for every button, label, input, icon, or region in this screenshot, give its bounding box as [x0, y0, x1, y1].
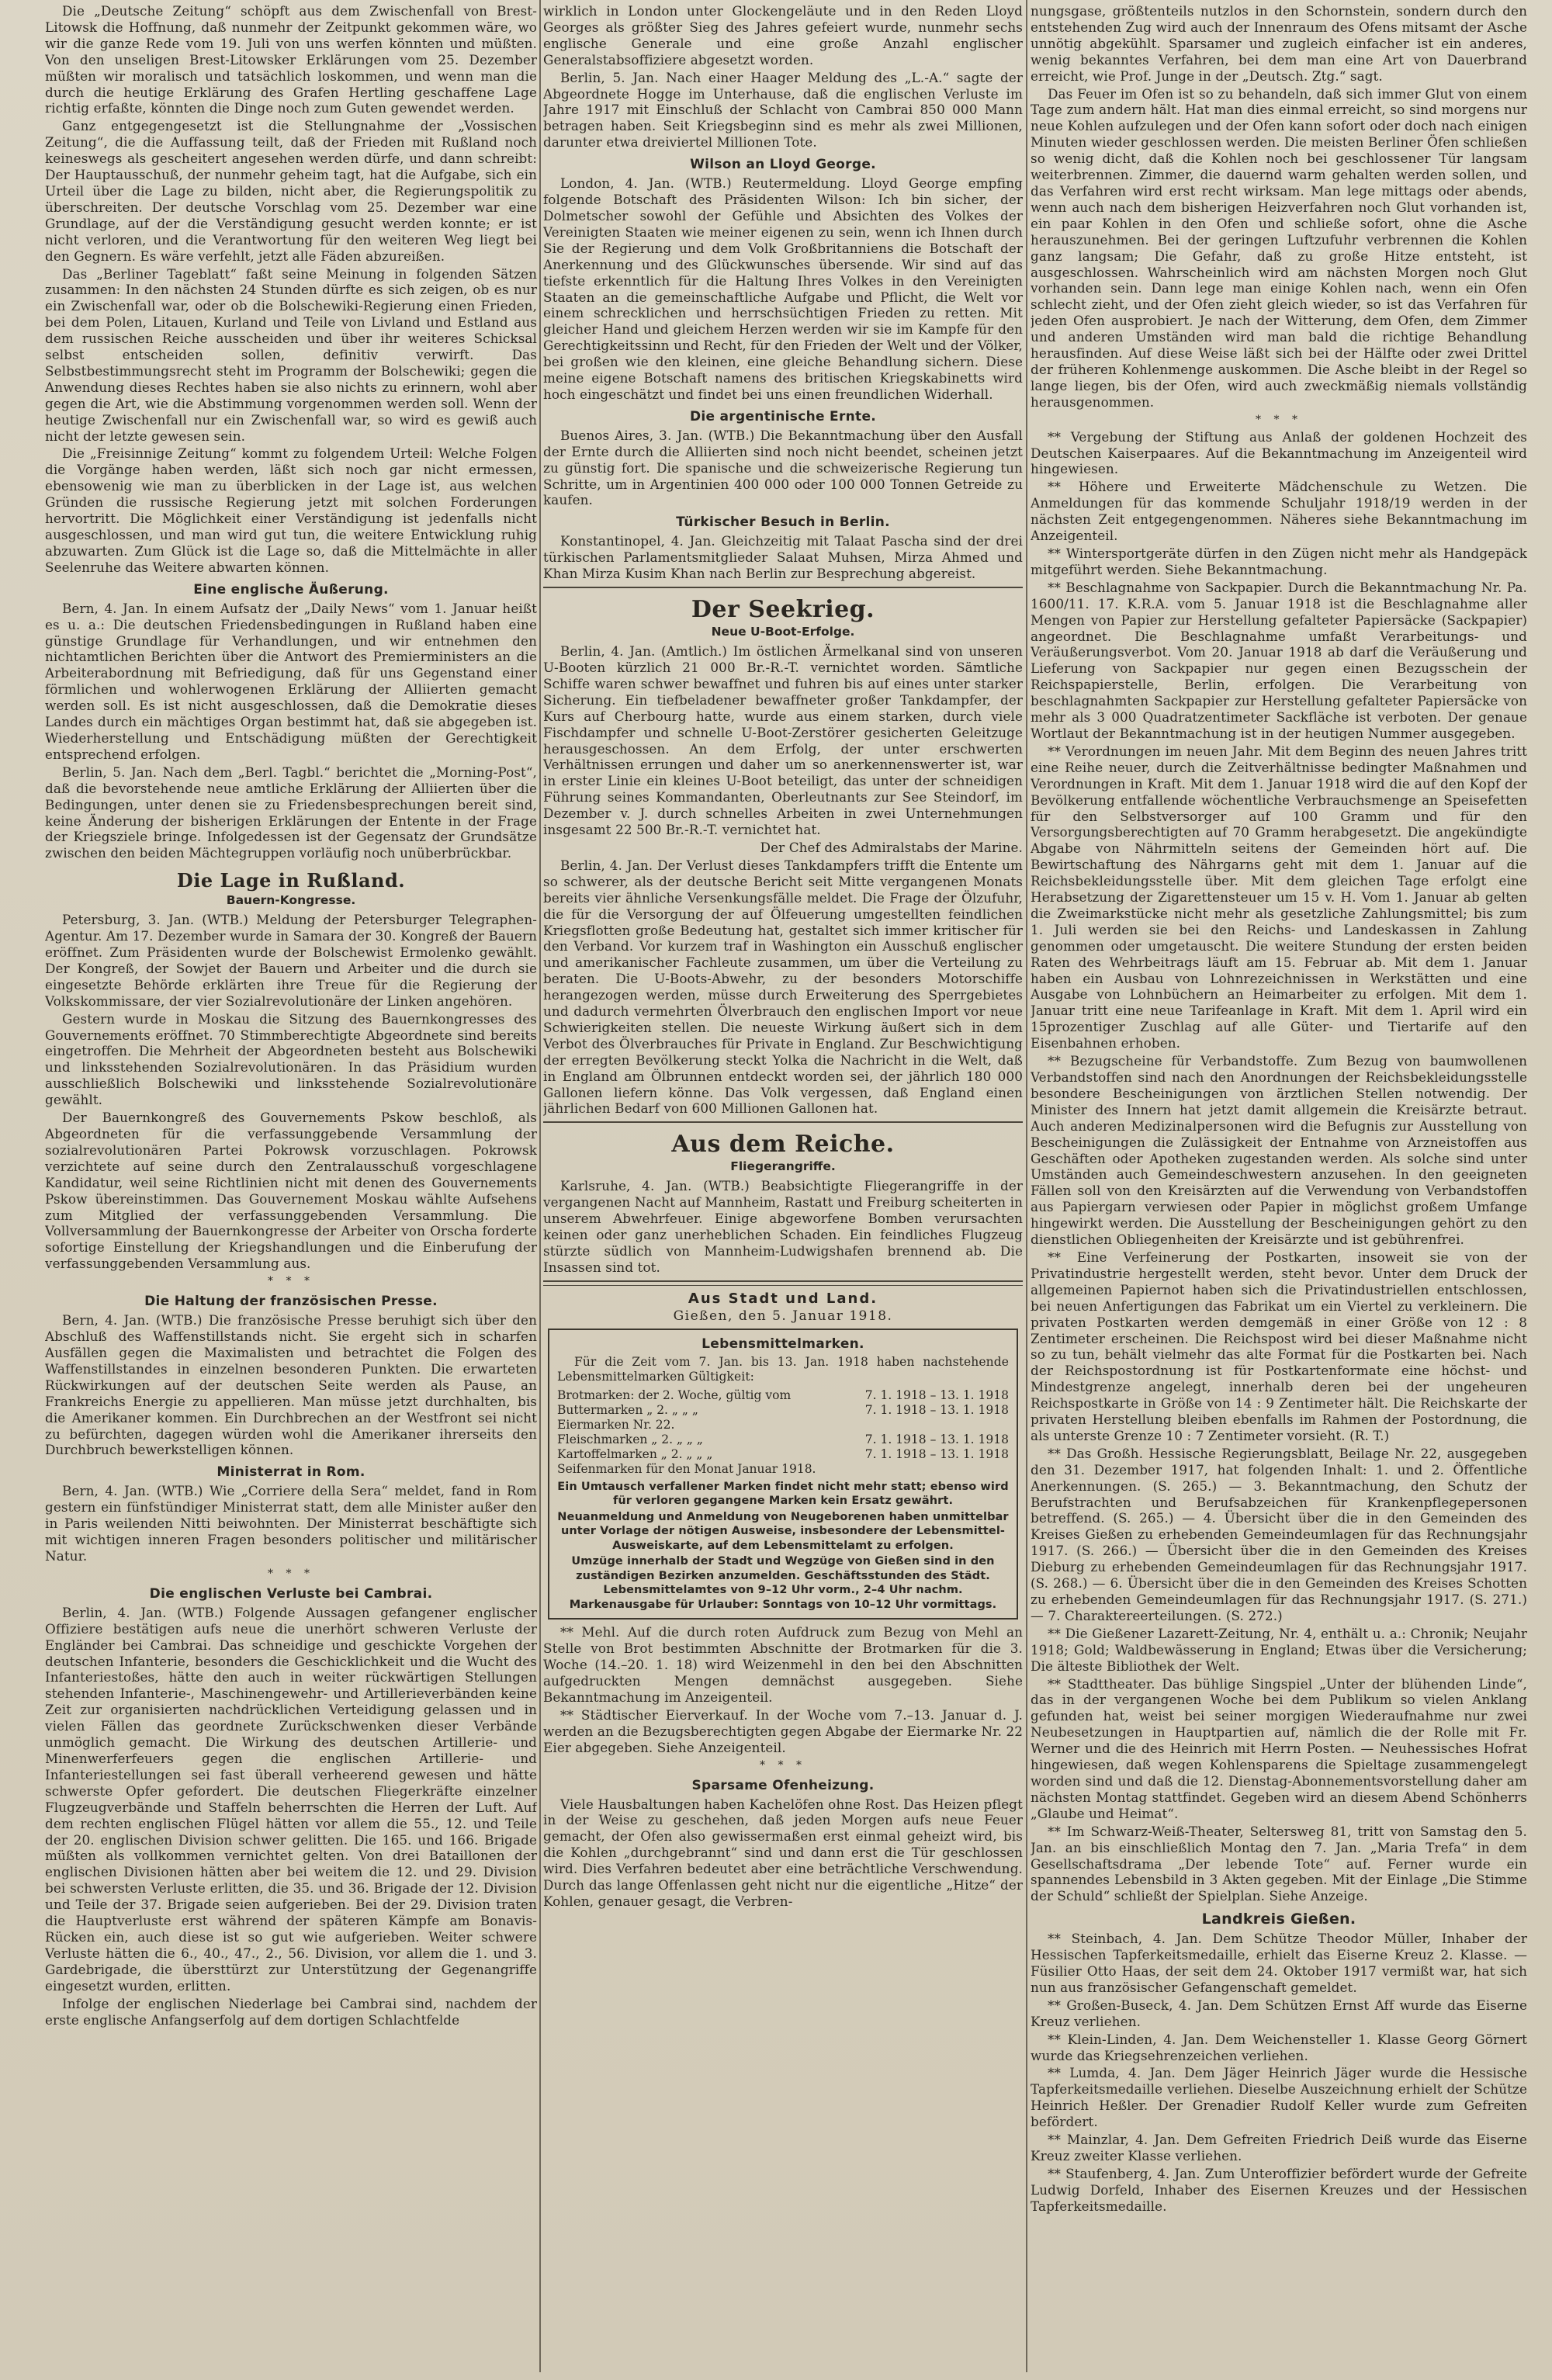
- notice-text: Neuanmeldung und Anmeldung von Neugeborenen haben unmittelbar unter Vorlage der nötigen Ausweise, insbesondere der Lebensmittel-Ausweiskarte, auf dem Lebensmittelamt zu erfolgen.: [557, 1510, 1009, 1552]
- paragraph: ** Lumda, 4. Jan. Dem Jäger Heinrich Jäger wurde die Hessische Tapferkeitsmedaille verliehen. Dieselbe Auszeichnung erhielt der Schütze Heinrich Heßler. Der Grenadier Rudolf Keller wurde zum Gefreiten befördert.: [1031, 2065, 1527, 2130]
- paragraph: Bern, 4. Jan. (WTB.) Wie „Corriere della Sera“ meldet, fand in Rom gestern ein fünfstündiger Ministerrat statt, dem alle Minister außer den in Paris weilenden Nitti beiwohnten. Der Ministerrat beschäftigte sich mit wichtigen inneren Fragen besonders politischer und militärischer Natur.: [45, 1483, 537, 1564]
- paragraph: Konstantinopel, 4. Jan. Gleichzeitig mit Talaat Pascha sind der drei türkischen Parlamentsmitglieder Salaat Muhsen, Mirza Ahmed und Khan Mirza Kusim Khan nach Berlin zur Besprechung abgereist.: [543, 533, 1023, 582]
- paragraph: Das Feuer im Ofen ist so zu behandeln, daß sich immer Glut von einem Tage zum andern hält. Hat man dies einmal erreicht, so sind morgens nur neue Kohlen aufzulegen und der Ofen kann sofort oder doch nach einigen Minuten wieder geschlossen werden. Die meisten Berliner Öfen schließen so wenig dicht, daß die Kohlen noch bei geschlossener Tür langsam weiterbrennen. Zimmer, die dauernd warm gehalten werden sollen, und das Verfahren wird erst recht wirksam. Man lege mittags oder abends, wenn auch nach dem bisherigen Heizverfahren noch Glut vorhanden ist, ein paar Kohlen in den Ofen und schließe sofort, ohne die Asche herauszunehmen. Bei der geringen Luftzufuhr verbrennen die Kohlen ganz langsam; Die Gefahr, daß zu große Hitze entsteht, ist ausgeschlossen. Wahrscheinlich wird am nächsten Morgen noch Glut vorhanden sein. Dann lege man einige Kohlen nach, wenn ein Ofen schlecht zieht, und der Ofen zieht gleich wieder, so ist das Verfahren für jeden Ofen ausprobiert. Je nach der Witterung, dem Ofen, dem Zimmer und anderen Umständen wird man bald die richtige Behandlung herausfinden. Auf diese Weise läßt sich bei der Hälfte oder zwei Drittel der früheren Kohlenmenge auskommen. Die Asche bleibt in der Regel so lange liegen, bis der Ofen, wird auch zweckmäßig niemals vollständig herausgenommen.: [1031, 85, 1527, 410]
- paragraph: Karlsruhe, 4. Jan. (WTB.) Beabsichtigte Fliegerangriffe in der vergangenen Nacht auf Mannheim, Rastatt und Freiburg scheiterten in unserem Abwehrfeuer. Einige abgeworfene Bomben verursachten keinen oder ganz unerheblichen Schaden. Ein feindliches Flugzeug stürzte südlich von Mannheim-Ludwigshafen brennend ab. Die Insassen sind tot.: [543, 1178, 1023, 1275]
- notice-title: Lebensmittelmarken.: [702, 1336, 864, 1352]
- paragraph: ** Mehl. Auf die durch roten Aufdruck zum Bezug von Mehl an Stelle von Brot bestimmten Abschnitte der Brotmarken für die 3. Woche (14.–20. 1. 18) wird Weizenmehl in den bei den Abschnitten aufgedruckten Mengen demnächst ausgegeben. Siehe Bekanntmachung im Anzeigenteil.: [543, 1624, 1023, 1705]
- table-row: [557, 1433, 1009, 1447]
- paragraph: Petersburg, 3. Jan. (WTB.) Meldung der Petersburger Telegraphen-Agentur. Am 17. Dezember wurde in Samara der 30. Kongreß der Bauern eröffnet. Zum Präsidenten wurde der Bolschewist Ermolenko gewählt. Der Kongreß, der Sowjet der Bauern und Arbeiter und die durch sie eingesetzte Behörde erklärten ihre Treue für die Regierung der Volkskommissare, der vier Sozialrevolutionäre der Linken angehören.: [45, 912, 537, 1009]
- row-label: Brotmarken: der 2. Woche, gültig vom: [557, 1387, 792, 1402]
- article-heading: Eine englische Äußerung.: [193, 581, 389, 598]
- paragraph: ** Mainzlar, 4. Jan. Dem Gefreiten Friedrich Deiß wurde das Eiserne Kreuz zweiter Klasse verliehen.: [1031, 2132, 1527, 2163]
- column-rule: [1026, 0, 1027, 2372]
- paragraph: ** Großen-Buseck, 4. Jan. Dem Schützen Ernst Aff wurde das Eiserne Kreuz verliehen.: [1031, 1997, 1527, 2029]
- separator-stars: * * *: [268, 1275, 314, 1288]
- row-dates: 7. 1. 1918 – 13. 1. 1918: [864, 1446, 1009, 1461]
- row-label: Eiermarken Nr. 22.: [557, 1417, 675, 1432]
- article-heading: Die englischen Verluste bei Cambrai.: [149, 1585, 433, 1602]
- paragraph: ** Bezugscheine für Verbandstoffe. Zum Bezug von baumwollenen Verbandstoffen sind nach den Anordnungen der Reichsbekleidungsstelle besondere Bescheinigungen von ärztlichen Stellen notwendig. Der Minister des Innern hat jetzt damit allgemein die Kreisärzte betraut. Auch anderen Medizinalpersonen wird die Befugnis zur Ausstellung von Bescheinigungen die Zulässigkeit der Entnahme von Arzneistoffen aus Geschäften oder Apotheken zugestanden werden. Als solche sind unter Umständen auch Gemeindeschwestern anzusehen. In den geeigneten Fällen soll von den Kreisärzten auf die Verwendung von Verbandstoffen aus Papiergarn verwiesen oder Papier in möglichst großem Umfange hingewirkt werden. Die Ausstellung der Bescheinigungen gehört zu den dienstlichen Obliegenheiten der Kreisärzte und ist gebührenfrei.: [1031, 1053, 1527, 1248]
- paragraph: Berlin, 5. Jan. Nach einer Haager Meldung des „L.-A.“ sagte der Abgeordnete Hogge im Unterhause, daß die englischen Verluste im Jahre 1917 mit Einschluß der Schlacht von Cambrai 850 000 Mann betragen haben. Seit Kriegsbeginn sind es mehr als zwei Millionen, darunter etwa dreiviertel Millionen Tote.: [543, 69, 1023, 151]
- separator-stars: * * *: [760, 1758, 806, 1772]
- paragraph: Berlin, 4. Jan. (Amtlich.) Im östlichen Ärmelkanal sind von unseren U-Booten kürzlich 21 000 Br.-R.-T. vernichtet worden. Sämtliche Schiffe waren schwer bewaffnet und fuhren bis auf eines unter starker Sicherung. Ein tiefbeladener bewaffneter großer Tankdampfer, der Kurs auf Cherbourg hatte, wurde aus einem starken, durch viele Fischdampfer und schnelle U-Boot-Zerstörer gesicherten Geleitzuge herausgeschossen. An dem Erfolg, der unter erschwerten Verhältnissen errungen und daher um so anerkennenswerter ist, war in erster Linie ein kleines U-Boot beteiligt, das unter der schneidigen Führung seines Kommandanten, Oberleutnants zur See Steindorf, im Dezember v. J. durch schnelles Arbeiten in zwei Unternehmungen insgesamt 22 500 Br.-R.-T. vernichtet hat.: [543, 643, 1023, 838]
- sub-heading: Fliegerangriffe.: [730, 1159, 836, 1174]
- article-heading: Türkischer Besuch in Berlin.: [676, 514, 890, 531]
- paragraph: Gestern wurde in Moskau die Sitzung des Bauernkongresses des Gouvernements eröffnet. 70 Stimmberechtigte Abgeordnete sind bereits eingetroffen. Die Mehrheit der Abgeordneten besteht aus Bolschewiki und linksstehenden Sozialrevolutionären. In das Präsidium wurden ausschließlich Bolschewiki und linksstehende Sozialrevolutionäre gewählt.: [45, 1010, 537, 1108]
- row-dates: [847, 1462, 1009, 1477]
- paragraph: Ganz entgegengesetzt ist die Stellungnahme der „Vossischen Zeitung“, die die Auffassung teilt, daß der Frieden mit Rußland noch keineswegs als gescheitert angesehen werden dürfe, und dann schreibt: Der Hauptausschuß, der nunmehr geheim tagt, hat die Aufgabe, sich ein Urteil über die Lage zu bilden, nicht aber, die Regierungspolitik zu überschreiten. Der deutsche Vorschlag vom 25. Dezember war eine Grundlage, auf der die Verständigung gesucht werden konnte; er ist nicht verloren, und die Verantwortung für den weiteren Weg liegt bei den Gegnern. Es wäre verfehlt, jetzt alle Fäden abzureißen.: [45, 118, 537, 264]
- section-heading: Landkreis Gießen.: [1201, 1911, 1356, 1928]
- row-dates: [847, 1418, 1009, 1433]
- paragraph: ** Beschlagnahme von Sackpapier. Durch die Bekanntmachung Nr. Pa. 1600/11. 17. K.R.A. vom 5. Januar 1918 ist die Beschlagnahme aller Mengen von Papier zur Herstellung gefalteter Papiersäcke (Sackpapier) angeordnet. Die Beschlagnahme umfaßt Verarbeitungs- und Veräußerungsverbot. Vom 20. Januar 1918 ab darf die Veräußerung und Lieferung von Sackpapier nur gegen einen Bezugsschein der Reichspapierstelle, Berlin, erfolgen. Die Verarbeitung von beschlagnahmten Sackpapier zur Herstellung gefalteter Papiersäcke von mehr als 3 000 Quadratzentimeter Sackfläche ist verboten. Der genaue Wortlaut der Bekanntmachung ist in der heutigen Nummer ausgegeben.: [1031, 579, 1527, 741]
- section-heading: Aus dem Reiche.: [671, 1131, 895, 1159]
- paragraph: ** Das Großh. Hessische Regierungsblatt, Beilage Nr. 22, ausgegeben den 31. Dezember 1917, hat folgenden Inhalt: 1. und 2. Öffentliche Anerkennungen. (S. 265.) — 3. Bekanntmachung, den Schutz der Berufstrachten und Berufsabzeichen für Krankenpflegepersonen betreffend. (S. 265.) — 4. Übersicht über die in den Gemeinden des Kreises Gießen zu erhebenden Gemeindeumlagen für das Rechnungsjahr 1917. (S. 266.) — Übersicht über die in den Gemeinden des Kreises Dieburg zu erhebenden Gemeindeumlagen für das Rechnungsjahr 1917. (S. 268.) — 6. Übersicht über die in den Gemeinden des Kreises Schotten zu erhebenden Gemeindeumlagen für das Rechnungsjahr 1917. (S. 271.) — 7. Charaktereerteilungen. (S. 272.): [1031, 1445, 1527, 1623]
- paragraph: London, 4. Jan. (WTB.) Reutermeldung. Lloyd George empfing folgende Botschaft des Präsidenten Wilson: Ich bin sicher, der Dolmetscher sowohl der Gefühle und Absichten des Volkes der Vereinigten Staaten wie meiner eigenen zu sein, wenn ich Ihnen durch Sie der Regierung und dem Volk Großbritanniens die Botschaft der Anerkennung und des Glückwunsches übersende. Wir sind auf das tiefste erkenntlich für die Haltung Ihres Volkes in den Vereinigten Staaten an die gemeinschaftliche Aufgabe und Pflicht, die Welt vor einem schrecklichen und herrschsüchtigen Frieden zu retten. Mit gleicher Hand und gleichem Herzen werden wir sie im Kampfe für den Gerechtigkeitssinn und Recht, für den Frieden der Welt und der Völker, bei großen wie den kleinen, eine gleiche Behandlung sichern. Diese meine eigene Botschaft namens des britischen Kriegskabinetts wird hoch eingeschätzt und findet bei uns einen freundlichen Widerhall.: [543, 175, 1023, 402]
- dateline: Gießen, den 5. Januar 1918.: [673, 1308, 893, 1324]
- article-heading: Sparsame Ofenheizung.: [691, 1777, 875, 1793]
- paragraph: Berlin, 4. Jan. (WTB.) Folgende Aussagen gefangener englischer Offiziere bestätigen aufs neue die unerhört schweren Verluste der Engländer bei Cambrai. Das schneidige und geschickte Vorgehen der deutschen Infanterie, besonders die Geschicklichkeit und die Wucht des Infanteriestoßes, hätte den auch in weiter rückwärtigen Stellungen stehenden Infanterie-, Maschinengewehr- und Artillerieverbänden keine Zeit zur organisierten nachdrücklichen Verteidigung gelassen und in vielen Fällen das geordnete Zurückschwenken dieser Verbände unmöglich gemacht. Die Wirkung des deutschen Artillerie- und Minenwerferfeuers gegen die englischen Artillerie- und Infanteriestellungen sei fast überall verheerend gewesen und hätte schwerste Opfer gefordert. Die deutschen Fliegerkräfte einzelner Flugzeugverbände und Staffeln beherrschten die Herren der Luft. Auf dem rechten englischen Flügel hätten vor allem die 55., 12. und Teile der 20. englischen Division schwer gelitten. Die 165. und 166. Brigade müßten als vollkommen vernichtet gelten. Von drei Bataillonen der englischen Divisionen hätten aber bei weitem die 12. und 29. Division bei schwersten Verluste erlitten, die 35. und 36. Brigade der 12. Division und Teile der 37. Brigade seien aufgerieben. Bei der 29. Division traten die Hauptverluste erst während der späteren Kämpfe am Bonavis-Rücken ein, auch diese ist so gut wie aufgerieben. Weiter schwere Verluste hätten die 6., 40., 47., 2., 56. Division, vor allem die 1. und 3. Gardebrigade, die übersttürzt zur Unterstützung der Gegenangriffe eingesetzt wurden, erlitten.: [45, 1604, 537, 1994]
- table-row: [557, 1462, 1009, 1477]
- row-dates: 7. 1. 1918 – 13. 1. 1918: [864, 1402, 1009, 1417]
- separator-stars: * * *: [1256, 413, 1302, 426]
- ration-table: [557, 1388, 1009, 1477]
- section-title: Aus Stadt und Land.: [688, 1290, 878, 1307]
- row-label: Kartoffelmarken „ 2. „ „ „: [557, 1446, 713, 1461]
- row-label: Buttermarken „ 2. „ „ „: [557, 1402, 698, 1417]
- sub-heading: Bauern-Kongresse.: [226, 893, 356, 908]
- notice-text: Umzüge innerhalb der Stadt und Wegzüge von Gießen sind in den zuständigen Bezirken anzumelden. Geschäftsstunden des Städt. Lebensmittelamtes von 9–12 Uhr vorm., 2–4 Uhr nachm. Markenausgabe für Urlauber: Sonntags von 10–12 Uhr vormittags.: [569, 1555, 997, 1611]
- paragraph: ** Verordnungen im neuen Jahr. Mit dem Beginn des neuen Jahres tritt eine Reihe neuer, durch die Zeitverhältnisse bedingter Maßnahmen und Verordnungen in Kraft. Mit dem 1. Januar 1918 wird die auf den Kopf der Bevölkerung entfallende wöchentliche Verbrauchsmenge an Speisefetten für den Selbstversorger auf 100 Gramm und für den Versorgungsberechtigten auf 70 Gramm herabgesetzt. Die angekündigte Abgabe von Nährmitteln seitens der Gemeinden hört auf. Die Bewirtschaftung des Nährgarns geht mit dem 1. Januar auf die Reichsbekleidungsstelle über. Mit dem gleichen Tage erfolgt eine Herabsetzung der Zigarettensteuer um 15 v. H. Vom 1. Januar ab gelten die Zweimarkstücke nicht mehr als gesetzliche Zahlungsmittel; bis zum 1. Juli werden sie bei den Reichs- und Landeskassen in Zahlung genommen oder umgetauscht. Die weitere Stundung der ersten beiden Raten des Wehrbeitrags läuft am 15. Februar ab. Mit dem 1. Januar haben ein Ausbau von Lohnrezeichnissen in Werkstätten und eine Ausgabe von Lohnbüchern an Heimarbeiter zu erfolgen. Mit dem 1. Januar tritt eine neue Tarifeanlage in Kraft. Mit dem 1. April wird ein 15prozentiger Zuschlag auf alle Güter- und Tiertarife auf den Eisenbahnen erhoben.: [1031, 743, 1527, 1051]
- table-row: [557, 1418, 1009, 1433]
- paragraph: Bern, 4. Jan. (WTB.) Die französische Presse beruhigt sich über den Abschluß des Waffenstillstands nicht. Sie ergeht sich in scharfen Ausfällen gegen die Maximalisten und betrachtet die Folgen des Waffenstillstandes in einzelnen besonderen Punkten. Die erwarteten Rückwirkungen auf der deutschen Seite werden als Pause, an Frankreichs Energie zu appellieren. Man müsse jetzt durchhalten, bis die Amerikaner kommen. Ein Durchbrechen an der Westfront sei nicht zu befürchten, dagegen würden wohl die Amerikaner ihrerseits den Durchbruch bewerkstelligen können.: [45, 1312, 537, 1458]
- signature-line: Der Chef des Admiralstabs der Marine.: [760, 839, 1023, 855]
- article-heading: Wilson an Lloyd George.: [690, 157, 876, 173]
- divider: [543, 1121, 1023, 1123]
- paragraph: Buenos Aires, 3. Jan. (WTB.) Die Bekanntmachung über den Ausfall der Ernte durch die Alliierten sind noch nicht beendet, scheinen jetzt zu günstig fort. Die spanische und die schweizerische Regierung tun Schritte, um in Argentinien 400 000 oder 100 000 Tonnen Getreide zu kaufen.: [543, 427, 1023, 508]
- divider: [543, 587, 1023, 588]
- paragraph: Berlin, 4. Jan. Der Verlust dieses Tankdampfers trifft die Entente um so schwerer, als der deutsche Bericht seit Mitte vergangenen Monats bereits vier ähnliche Versenkungsfälle meldet. Die Frage der Ölzufuhr, die für die Versorgung der auf Ölfeuerung umgestellten feindlichen Kriegsflotten große Bedeutung hat, gestaltet sich immer kritischer für den Verband. Vor kurzem traf in Washington ein Ausschuß englischer und amerikanischer Fachleute zusammen, um über die Verteilung zu beraten. Die U-Boots-Abwehr, zu der besonders Motorschiffe herangezogen werden, müsse durch Erweiterung des Sperrgebietes und dadurch vermehrten Ölverbrauch den englischen Import vor neue Schwierigkeiten stellen. Die neueste Wirkung äußert sich in dem Verbot des Ölverbrauches für Private in England. Zur Beschwichtigung der erregten Bevölkerung steckt Yolka die Nachricht in die Welt, daß in England am Ölbrunnen entdeckt worden sei, der jährlich 180 000 Gallonen liefern könne. Das Volk vergessen, daß England einen jährlichen Bedarf von 600 Millionen Gallonen hat.: [543, 857, 1023, 1117]
- article-heading: Die Haltung der französischen Presse.: [144, 1294, 438, 1310]
- paragraph: ** Höhere und Erweiterte Mädchenschule zu Wetzen. Die Anmeldungen für das kommende Schuljahr 1918/19 werden in der nächsten Zeit entgegengenommen. Näheres siehe Bekanntmachung im Anzeigenteil.: [1031, 479, 1527, 544]
- paragraph: ** Klein-Linden, 4. Jan. Dem Weichensteller 1. Klasse Georg Görnert wurde das Kriegsehrenzeichen verliehen.: [1031, 2031, 1527, 2063]
- paragraph: ** Wintersportgeräte dürfen in den Zügen nicht mehr als Handgepäck mitgeführt werden. Siehe Bekanntmachung.: [1031, 546, 1527, 577]
- column-1: [45, 3, 537, 2371]
- notice-box: [548, 1329, 1018, 1620]
- paragraph: ** Eine Verfeinerung der Postkarten, insoweit sie von der Privatindustrie hergestellt werden, steht bevor. Unter dem Druck der allgemeinen Papiernot haben sich die Privatindustriellen entschlossen, bei neuen Anfertigungen das Fabrikat um ein Viertel zu verkleinern. Die privaten Postkarten werden demgemäß in einer Größe von 12 : 8 Zentimeter erscheinen. Die Reichspost wird bei dieser Maßnahme nicht so zu tun, behält vielmehr das alte Format für die Postkarten bei. Nach der Reichspostordnung ist für Postkartenformate eine höchst- und Mindestgrenze angelegt, innerhalb deren bei der ungeheuren Reichspostkarte in Größe von 14 : 9 Zentimeter hält. Die Reichskarte der privaten Herstellung bleiben ebenfalls im Rahmen der Postordnung, die als unterste Grenze 10 : 7 Zentimeter vorsieht. (R. T.): [1031, 1249, 1527, 1443]
- paragraph: Das „Berliner Tageblatt“ faßt seine Meinung in folgenden Sätzen zusammen: In den nächsten 24 Stunden dürfte es sich zeigen, ob es nur ein Zwischenfall war, oder ob die Bolschewiki-Regierung einen Frieden, bei dem Polen, Litauen, Kurland und Teile von Livland und Estland aus dem russischen Reiche ausscheiden und über ihr weiteres Schicksal selbst entscheiden sollen, definitiv verwirft. Das Selbstbestimmungsrecht steht im Programm der Bolschewiki; gegen die Anwendung dieses Rechtes haben sie also nichts zu erinnern, wohl aber gegen die Art, wie die Abstimmung vorgenommen werden soll. Wenn der heutige Zwischenfall nur ein Zwischenfall war, so wird es gewiß auch nicht der letzte gewesen sein.: [45, 265, 537, 444]
- paragraph: ** Vergebung der Stiftung aus Anlaß der goldenen Hochzeit des Deutschen Kaiserpaares. Auf die Bekanntmachung im Anzeigenteil wird hingewiesen.: [1031, 428, 1527, 477]
- table-row: [557, 1388, 1009, 1403]
- paragraph: Viele Hausbaltungen haben Kachelöfen ohne Rost. Das Heizen pflegt in der Weise zu geschehen, daß jeden Morgen aufs neue Feuer gemacht, der Ofen also gewissermaßen erst einmal geheizt wird, bis die Kohlen „durchgebrannt“ sind und dann erst die Tür geschlossen wird. Dies Verfahren bedeutet aber eine beträchtliche Verschwendung. Durch das lange Offenlassen geht nicht nur die eigentliche „Hitze“ der Kohlen, genauer gesagt, die Verbren-: [543, 1796, 1023, 1909]
- row-label: Fleischmarken „ 2. „ „ „: [557, 1432, 703, 1446]
- column-2: [543, 3, 1023, 2371]
- section-heading: Der Seekrieg.: [691, 596, 875, 624]
- article-heading: Die argentinische Ernte.: [689, 408, 877, 424]
- separator-stars: * * *: [268, 1567, 314, 1580]
- notice-text: Ein Umtausch verfallener Marken findet nicht mehr statt; ebenso wird für verloren gegangene Marken kein Ersatz gewährt.: [557, 1480, 1009, 1508]
- sub-heading: Neue U-Boot-Erfolge.: [711, 625, 855, 639]
- table-row: [557, 1403, 1009, 1418]
- paragraph: Infolge der englischen Niederlage bei Cambrai sind, nachdem der erste englische Anfangserfolg auf dem dortigen Schlachtfelde: [45, 1995, 537, 2028]
- paragraph: ** Steinbach, 4. Jan. Dem Schütze Theodor Müller, Inhaber der Hessischen Tapferkeitsmedaille, erhielt das Eiserne Kreuz 2. Klasse. — Füsilier Otto Haas, der seit dem 24. Oktober 1917 vermißt war, hat sich nun aus französischer Gefangenschaft gemeldet.: [1031, 1931, 1527, 1995]
- paragraph: ** Im Schwarz-Weiß-Theater, Seltersweg 81, tritt von Samstag den 5. Jan. an bis einschließlich Montag den 7. Jan. „Maria Trefa“ in dem Gesellschaftsdrama „Der lebende Tote“ auf. Ferner wurde ein spannendes Lebensbild in 3 Akten gegeben. Mit der Einlage „Die Stimme der Schuld“ schließt der Spielplan. Siehe Anzeige.: [1031, 1823, 1527, 1904]
- section-heading: Die Lage in Rußland.: [176, 869, 406, 892]
- paragraph: Berlin, 5. Jan. Nach dem „Berl. Tagbl.“ berichtet die „Morning-Post“, daß die bevorstehende neue amtliche Erklärung der Alliierten über die Bedingungen, unter denen sie zu Friedensbesprechungen bereit sind, keine Änderung der bisherigen Erklärungen der Entente in der Frage der Kriegsziele bringe. Infolgedessen ist der Gegensatz der Grundsätze zwischen den beiden Mächtegruppen vorläufig noch unüberbrückbar.: [45, 764, 537, 861]
- notice-intro: Für die Zeit vom 7. Jan. bis 13. Jan. 1918 haben nachstehende Lebensmittelmarken Gültigkeit:: [557, 1354, 1009, 1384]
- paragraph: Bern, 4. Jan. In einem Aufsatz der „Daily News“ vom 1. Januar heißt es u. a.: Die deutschen Friedensbedingungen in Rußland haben eine günstige Grundlage für Verhandlungen, und wir entnehmen den nichtamtlichen Berichten über die Antwort des Premierministers an die Arbeiterabordnung mit Befriedigung, daß für uns Gegenstand einer förmlichen und wohlerwogenen Erklärung der Alliierten gemacht werden soll. Es ist nicht ausgeschlossen, daß die Demokratie dieses Landes durch ein mächtiges Organ bestimmt hat, daß sie abgegeben ist. Wiederherstellung und Entschädigung müßten der Gerechtigkeit entsprechend erfolgen.: [45, 600, 537, 762]
- column-rule: [539, 0, 541, 2372]
- article-heading: Ministerrat in Rom.: [217, 1464, 365, 1481]
- paragraph: ** Stadttheater. Das bühlige Singspiel „Unter der blühenden Linde“, das in der vergangenen Woche bei dem Publikum so vielen Anklang gefunden hat, weist bei seiner morgigen Wiederaufnahme nur zwei Neubesetzungen in Hauptpartien auf, nämlich die der Rolle mit Fr. Werner und die des Heinrich mit Herrn Posten. — Neuhessisches Hofrat hingewiesen, daß wegen Kohlensparens die Spieltage zusammengelegt worden sind und daß die 12. Dienstag-Abonnementsvorstellung daher am nächsten Montag stattfindet. Gegeben wird an diesem Abend Schönherrs „Glaube und Heimat“.: [1031, 1675, 1527, 1821]
- row-label: Seifenmarken für den Monat Januar 1918.: [557, 1461, 816, 1476]
- divider: [543, 1280, 1023, 1286]
- paragraph: Die „Deutsche Zeitung“ schöpft aus dem Zwischenfall von Brest-Litowsk die Hoffnung, daß nunmehr der Zeitpunkt gekommen wäre, wo wir die ganze Rede vom 19. Juli von uns werfen könnten und müßten. Von den unseligen Brest-Litowsker Erklärungen vom 25. Dezember müßten wir moralisch und tatsächlich loskommen, und wenn man die durch die heutige Erklärung des Grafen Hertling geschaffene Lage richtig erfaßte, könnten die Dinge noch zum Guten gewendet werden.: [45, 3, 537, 116]
- paragraph: Die „Freisinnige Zeitung“ kommt zu folgendem Urteil: Welche Folgen die Vorgänge haben werden, läßt sich noch gar nicht ermessen, ebensowenig wie man zu überblicken in der Lage ist, aus welchen Gründen die russische Regierung jetzt mit solchen Forderungen hervortritt. Die Möglichkeit einer Verständigung ist jedenfalls nicht ausgeschlossen, und man wird gut tun, die weitere Entwicklung ruhig abzuwarten. Zum Glück ist die Lage so, daß die Mittelmächte in aller Seelenruhe das Weitere abwarten können.: [45, 445, 537, 575]
- paragraph: nungsgase, größtenteils nutzlos in den Schornstein, sondern durch den entstehenden Zug wird auch der Innenraum des Ofens mitsamt der Asche unnötig abgekühlt. Sparsamer und zugleich einfacher ist ein anderes, wenig bekanntes Verfahren, bei dem man eine Art von Dauerbrand erreicht, wie Prof. Junge in der „Deutsch. Ztg.“ sagt.: [1031, 3, 1527, 84]
- row-dates: 7. 1. 1918 – 13. 1. 1918: [864, 1432, 1009, 1446]
- paragraph: wirklich in London unter Glockengeläute und in den Reden Lloyd Georges als größter Sieg des Jahres gefeiert wurde, nunmehr sechs englische Generale und eine große Anzahl englischer Generalstabsoffiziere abgesetzt worden.: [543, 3, 1023, 68]
- paragraph: Der Bauernkongreß des Gouvernements Pskow beschloß, als Abgeordneten für die verfassunggebende Versammlung der sozialrevolutionären Partei Pokrowsk vorzuschlagen. Pokrowsk verzichtete auf seine durch den Zentralausschuß vorgeschlagene Kandidatur, weil seine Richtlinien nicht mit denen des Gouvernements Pskow übereinstimmen. Das Gouvernement Moskau wählte Aufsehens zum Mitglied der verfassunggebenden Versammlung. Die Vollversammlung der Bauernkongresse der Arbeiter von Orscha forderte sofortige Einstellung der Kriegshandlungen und die Einberufung der verfassunggebenden Versammlung aus.: [45, 1110, 537, 1272]
- column-3: [1031, 3, 1527, 2371]
- row-dates: 7. 1. 1918 – 13. 1. 1918: [864, 1387, 1009, 1402]
- paragraph: ** Staufenberg, 4. Jan. Zum Unteroffizier befördert wurde der Gefreite Ludwig Dorfeld, Inhaber des Eisernen Kreuzes und der Hessischen Tapferkeitsmedaille.: [1031, 2165, 1527, 2214]
- paragraph: ** Die Gießener Lazarett-Zeitung, Nr. 4, enthält u. a.: Chronik; Neujahr 1918; Gold; Waldbewässerung in England; Etwas über die Versicherung; Die älteste Bibliothek der Welt.: [1031, 1625, 1527, 1674]
- paragraph: ** Städtischer Eierverkauf. In der Woche vom 7.–13. Januar d. J. werden an die Bezugsberechtigten gegen Abgabe der Eiermarke Nr. 22 Eier abgegeben. Siehe Anzeigenteil.: [543, 1706, 1023, 1755]
- table-row: [557, 1447, 1009, 1462]
